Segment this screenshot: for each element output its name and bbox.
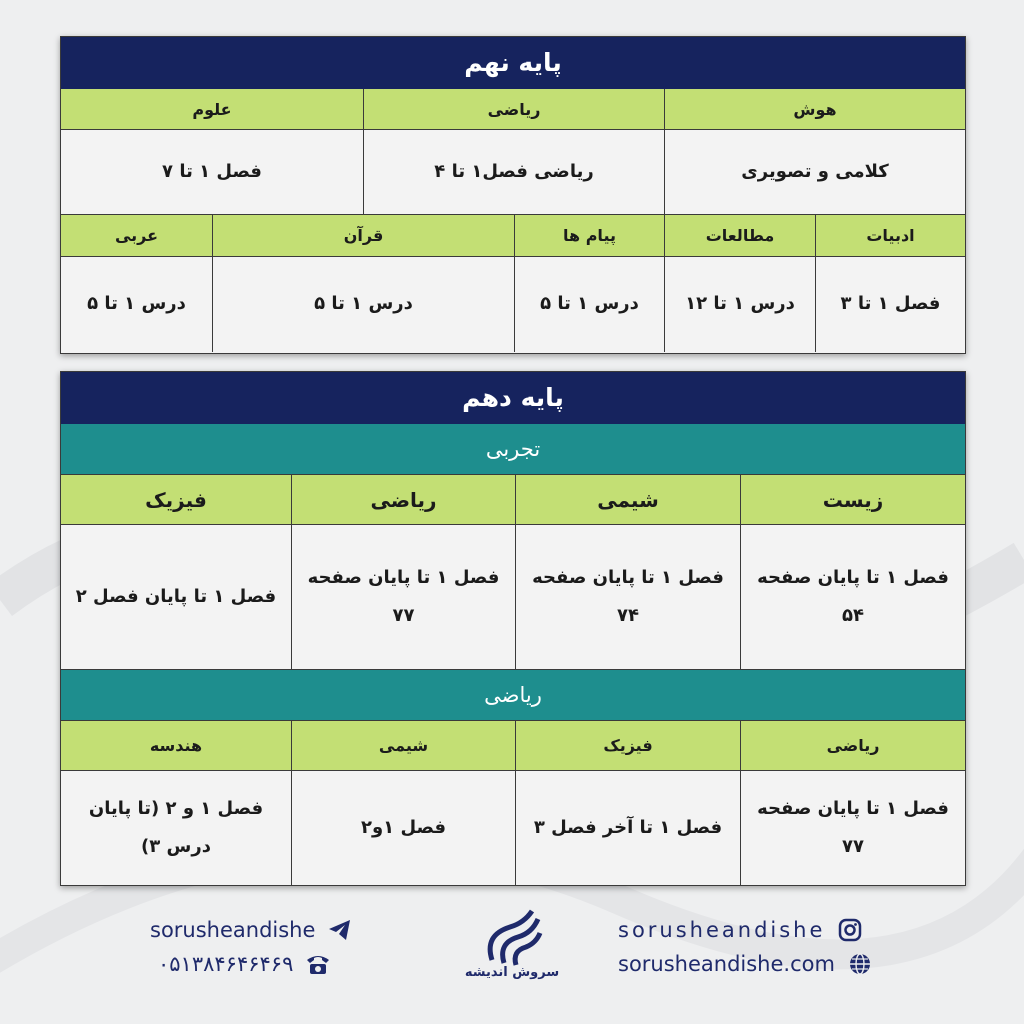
math-track-label: ریاضی bbox=[61, 670, 965, 721]
grade9-row1-values bbox=[61, 130, 965, 215]
telegram-icon bbox=[327, 917, 353, 943]
header-hoosh: هوش bbox=[664, 89, 965, 130]
header-quran: قرآن bbox=[212, 215, 514, 257]
header-riazi: ریاضی bbox=[363, 89, 664, 130]
globe-icon bbox=[847, 951, 873, 977]
header-riazi-exp: ریاضی bbox=[291, 475, 515, 525]
instagram-contact[interactable] bbox=[618, 917, 863, 943]
value-fizik-math: فصل ۱ تا آخر فصل ۳ bbox=[515, 771, 740, 885]
value-adabiat: فصل ۱ تا ۳ bbox=[815, 257, 965, 352]
value-payamha: درس ۱ تا ۵ bbox=[514, 257, 664, 352]
footer bbox=[0, 905, 1024, 1015]
header-riazi-math: ریاضی bbox=[740, 721, 965, 771]
grade9-row2-headers bbox=[61, 215, 965, 257]
website-url: sorusheandishe.com bbox=[618, 952, 835, 976]
math-values bbox=[61, 771, 965, 885]
instagram-handle: sorusheandishe bbox=[618, 918, 826, 942]
header-adabiat: ادبیات bbox=[815, 215, 965, 257]
telegram-contact[interactable] bbox=[150, 917, 353, 943]
experimental-values bbox=[61, 525, 965, 670]
header-payamha: پیام ها bbox=[514, 215, 664, 257]
grade10-title: پایه دهم bbox=[61, 372, 965, 424]
value-shimi: فصل ۱ تا پایان صفحه ۷۴ bbox=[515, 525, 740, 669]
header-hendese: هندسه bbox=[61, 721, 291, 771]
grade10-card bbox=[60, 371, 966, 886]
header-oloom: علوم bbox=[61, 89, 363, 130]
experimental-headers bbox=[61, 475, 965, 525]
value-riazi-math: فصل ۱ تا پایان صفحه ۷۷ bbox=[740, 771, 965, 885]
grade9-row2-values bbox=[61, 257, 965, 352]
grade9-card bbox=[60, 36, 966, 354]
value-motaleat: درس ۱ تا ۱۲ bbox=[664, 257, 815, 352]
phone-icon bbox=[305, 951, 331, 977]
value-shimi-math: فصل ۱و۲ bbox=[291, 771, 515, 885]
header-arabi: عربی bbox=[61, 215, 212, 257]
header-shimi-math: شیمی bbox=[291, 721, 515, 771]
value-hoosh: کلامی و تصویری bbox=[664, 130, 965, 214]
value-oloom: فصل ۱ تا ۷ bbox=[61, 130, 363, 214]
header-motaleat: مطالعات bbox=[664, 215, 815, 257]
header-zist: زیست bbox=[740, 475, 965, 525]
header-shimi: شیمی bbox=[515, 475, 740, 525]
value-quran: درس ۱ تا ۵ bbox=[212, 257, 514, 352]
math-headers bbox=[61, 721, 965, 771]
logo bbox=[462, 905, 562, 1005]
value-arabi: درس ۱ تا ۵ bbox=[61, 257, 212, 352]
logo-text: سروش اندیشه bbox=[464, 965, 560, 980]
value-fizik-exp: فصل ۱ تا پایان فصل ۲ bbox=[61, 525, 291, 669]
telegram-handle: sorusheandishe bbox=[150, 918, 316, 942]
experimental-track-label: تجربی bbox=[61, 424, 965, 475]
value-riazi-exp: فصل ۱ تا پایان صفحه ۷۷ bbox=[291, 525, 515, 669]
value-riazi: ریاضی فصل۱ تا ۴ bbox=[363, 130, 664, 214]
value-zist: فصل ۱ تا پایان صفحه ۵۴ bbox=[740, 525, 965, 669]
grade9-row1-headers bbox=[61, 89, 965, 130]
instagram-icon bbox=[837, 917, 863, 943]
website-contact[interactable] bbox=[618, 951, 873, 977]
grade9-title: پایه نهم bbox=[61, 37, 965, 89]
phone-number: ۰۵۱۳۸۴۶۴۶۴۶۹ bbox=[158, 952, 294, 976]
value-hendese: فصل ۱ و ۲ (تا پایان درس ۳) bbox=[61, 771, 291, 885]
header-fizik-exp: فیزیک bbox=[61, 475, 291, 525]
phone-contact[interactable] bbox=[158, 951, 331, 977]
header-fizik-math: فیزیک bbox=[515, 721, 740, 771]
